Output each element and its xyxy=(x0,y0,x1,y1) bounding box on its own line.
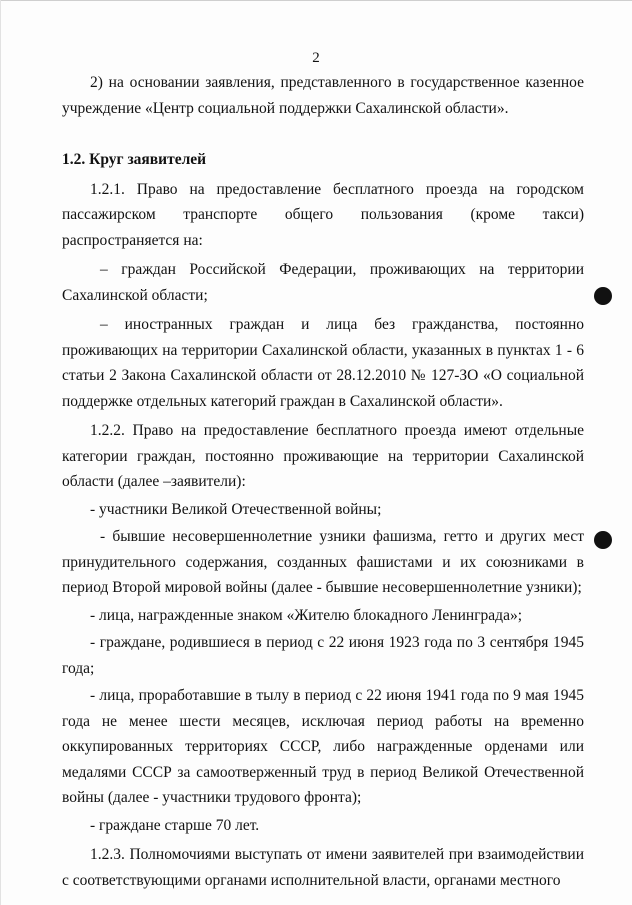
list-item-war-participants: - участники Великой Отечественной войны; xyxy=(90,500,382,518)
paragraph-1-2-3: 1.2.3. Полномочиями выступать от имени заявителей при взаимодействии с соответствующими органами исполнительной власти, органами местного xyxy=(62,846,584,889)
list-item-over-70: - граждане старше 70 лет. xyxy=(90,816,260,834)
punch-hole-top xyxy=(594,287,612,305)
list-item-former-prisoners: - бывшие несовершеннолетние узники фашизма, гетто и других мест принудительного содержания, созданных фашистами и их союзниками в период Второй мировой войны (далее - бывшие несовершеннолетние узники); xyxy=(62,528,584,596)
paragraph-1-2-2: 1.2.2. Право на предоставление бесплатного проезда имеют отдельные категории граждан, постоянно проживающие на территории Сахалинской области (далее –заявители): xyxy=(62,422,584,490)
list-item-born-1923-1945: - граждане, родившиеся в период с 22 июня 1923 года по 3 сентября 1945 года; xyxy=(62,634,584,677)
list-item-russian-citizens: – граждан Российской Федерации, проживающих на территории Сахалинской области; xyxy=(62,261,584,304)
punch-hole-bottom xyxy=(594,531,612,549)
document-body xyxy=(62,70,584,893)
list-item-foreign-citizens: – иностранных граждан и лица без гражданства, постоянно проживающих на территории Сахалинской области, указанных в пунктах 1 - 6 статьи 2 Закона Сахалинской области от 28.12.2010 № 127-ЗО «О социальной поддержке отдельных категорий граждан в Сахалинской области». xyxy=(62,316,584,410)
paragraph-1-2-1: 1.2.1. Право на предоставление бесплатного проезда на городском пассажирском транспорте общего пользования (кроме такси) распространяется на: xyxy=(62,180,584,249)
scan-left-edge xyxy=(0,0,1,905)
section-heading: 1.2. Круг заявителей xyxy=(62,151,207,168)
page-number: 2 xyxy=(312,50,320,66)
list-item-home-front-workers: - лица, проработавшие в тылу в период с 22 июня 1941 года по 9 мая 1945 года не менее шести месяцев, исключая период работы на временно оккупированных территориях СССР, либо награжденные орденами или медалями СССР за самоотверженный труд в период Великой Отечественной войны (далее - участники трудового фронта); xyxy=(62,687,584,806)
scan-top-edge xyxy=(0,0,632,1)
paragraph-basis-application: 2) на основании заявления, представленного в государственное казенное учреждение «Центр социальной поддержки Сахалинской области». xyxy=(62,74,584,117)
list-item-leningrad-siege: - лица, награжденные знаком «Жителю блокадного Ленинграда»; xyxy=(90,606,523,624)
